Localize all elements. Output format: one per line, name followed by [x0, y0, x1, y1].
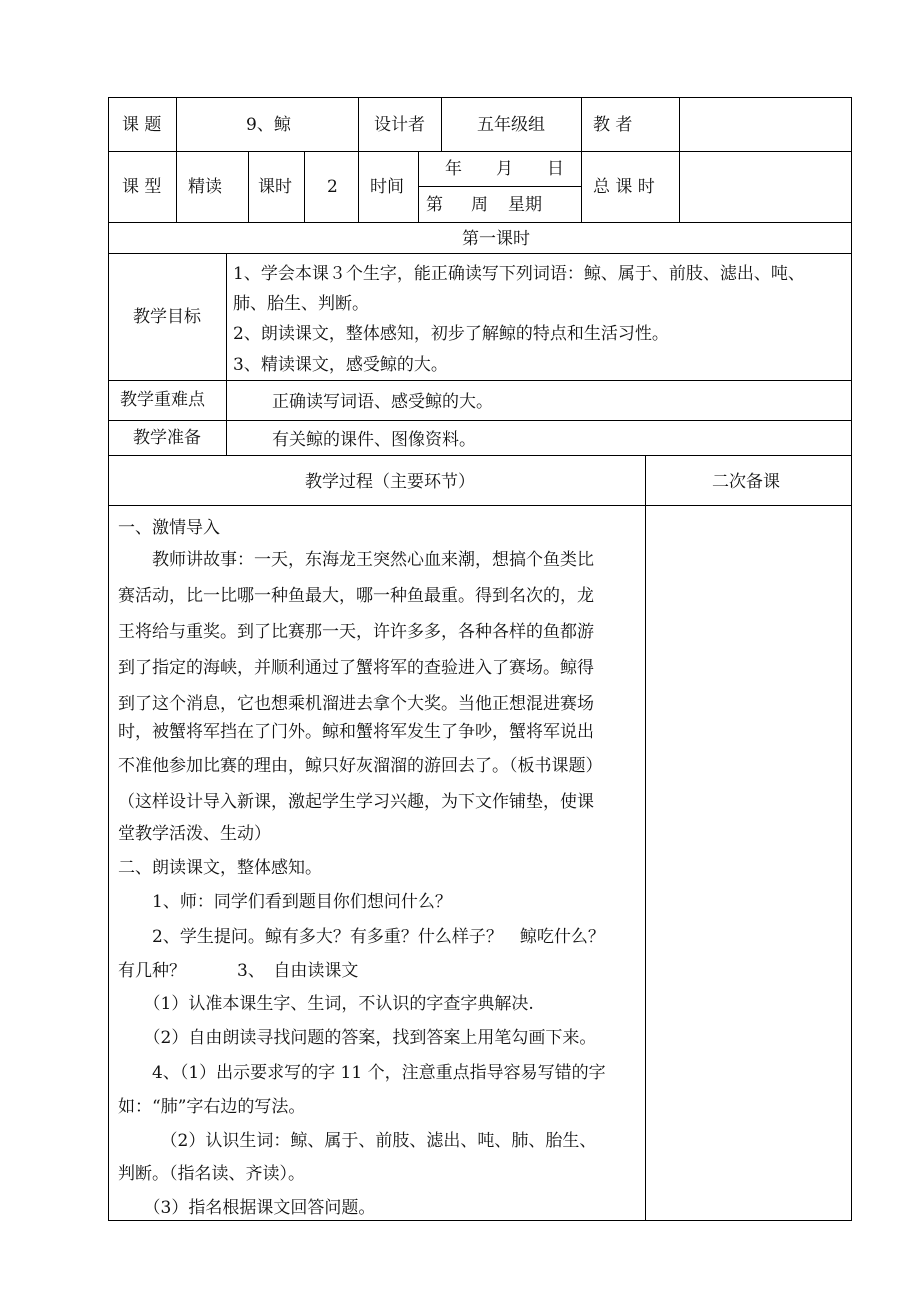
process-line: 不准他参加比赛的理由，鲸只好灰溜溜的游回去了。（板书课题） [118, 756, 603, 776]
table-border [418, 186, 581, 187]
process-line: 4、（1）出示要求写的字 11 个，注意重点指导容易写错的字 [118, 1063, 606, 1083]
process-line: 1、师：同学们看到题目你们想问什么？ [118, 892, 452, 912]
type-value: 精读 [188, 177, 222, 197]
date-row: 年 月 日 [445, 159, 564, 179]
preparation-value: 有关鲸的课件、图像资料。 [272, 430, 476, 450]
total-hours-label: 总 课 时 [593, 177, 655, 197]
table-border [645, 455, 646, 1221]
process-header: 教学过程（主要环节） [305, 472, 475, 492]
table-border [108, 97, 109, 1221]
process-line: （2）自由朗读寻找问题的答案，找到答案上用笔勾画下来。 [118, 1028, 597, 1048]
key-points-value: 正确读写词语、感受鲸的大。 [272, 392, 493, 412]
process-line: 有几种？ 3、 自由读课文 [118, 961, 359, 981]
process-line: 堂教学活泼、生动） [118, 824, 271, 844]
goals-label: 教学目标 [133, 307, 201, 327]
table-border [108, 97, 852, 98]
table-border [108, 1220, 852, 1221]
preparation-label: 教学准备 [133, 428, 201, 448]
designer-label: 设计者 [374, 115, 425, 135]
table-border [108, 222, 852, 223]
goal-line: 1、学会本课３个生字，能正确读写下列词语：鲸、属于、前肢、滤出、吨、 [233, 264, 805, 284]
goal-line: 2、朗读课文，整体感知，初步了解鲸的特点和生活习性。 [233, 324, 669, 344]
table-border [679, 97, 680, 223]
hours-value: 2 [327, 177, 338, 197]
hours-label: 课时 [258, 177, 292, 197]
table-border [176, 97, 177, 223]
goal-line: 3、精读课文，感受鲸的大。 [233, 355, 448, 375]
process-line: （这样设计导入新课，激起学生学习兴趣，为下文作铺垫，使课 [118, 792, 594, 812]
table-border [248, 151, 249, 223]
table-border [358, 97, 359, 223]
goal-line: 肺、胎生、判断。 [233, 294, 369, 314]
process-line: 判断。（指名读、齐读）。 [118, 1164, 305, 1184]
second-prep-header: 二次备课 [712, 472, 780, 492]
process-line: 2、学生提问。鲸有多大？有多重？什么样子？ 鲸吃什么？ [118, 927, 605, 947]
process-line: 教师讲故事：一天，东海龙王突然心血来潮，想搞个鱼类比 [118, 550, 594, 570]
table-border [304, 151, 305, 223]
lesson-title: 9、鲸 [246, 115, 291, 135]
table-border [108, 455, 852, 456]
table-border [108, 505, 852, 506]
table-border [581, 97, 582, 223]
table-border [108, 420, 852, 421]
table-border [851, 97, 852, 1221]
section-title: 第一课时 [462, 229, 530, 249]
type-label: 课 型 [122, 177, 162, 197]
table-border [108, 253, 852, 254]
teacher-label: 教 者 [593, 115, 633, 135]
week-zhou: 周 [471, 195, 488, 215]
time-label: 时间 [370, 177, 404, 197]
week-di: 第 [426, 195, 443, 215]
process-line: （3）指名根据课文回答问题。 [118, 1198, 376, 1218]
process-line: 到了这个消息，它也想乘机溜进去拿个大奖。当他正想混进赛场 [118, 694, 594, 714]
process-line: 赛活动，比一比哪一种鱼最大，哪一种鱼最重。得到名次的，龙 [118, 586, 594, 606]
process-line: 一、激情导入 [118, 518, 220, 538]
process-line: 如：“肺”字右边的写法。 [118, 1097, 306, 1117]
table-border [226, 253, 227, 456]
process-line: 王将给与重奖。到了比赛那一天，许许多多，各种各样的鱼都游 [118, 622, 594, 642]
table-border [108, 380, 852, 381]
designer-value: 五年级组 [477, 115, 545, 135]
process-line: 到了指定的海峡，并顺利通过了蟹将军的查验进入了赛场。鲸得 [118, 658, 594, 678]
process-line: 二、朗读课文，整体感知。 [118, 858, 322, 878]
process-line: （1）认准本课生字、生词，不认识的字查字典解决. [118, 994, 534, 1014]
table-border [441, 97, 442, 152]
key-points-label: 教学重难点 [120, 390, 205, 410]
process-line: （2）认识生词：鲸、属于、前肢、滤出、吨、肺、胎生、 [118, 1131, 597, 1151]
week-xingqi: 星期 [508, 195, 542, 215]
table-border [418, 151, 419, 223]
table-border [108, 151, 852, 152]
process-line: 时，被蟹将军挡在了门外。鲸和蟹将军发生了争吵，蟹将军说出 [118, 722, 594, 742]
lesson-label: 课 题 [122, 115, 162, 135]
